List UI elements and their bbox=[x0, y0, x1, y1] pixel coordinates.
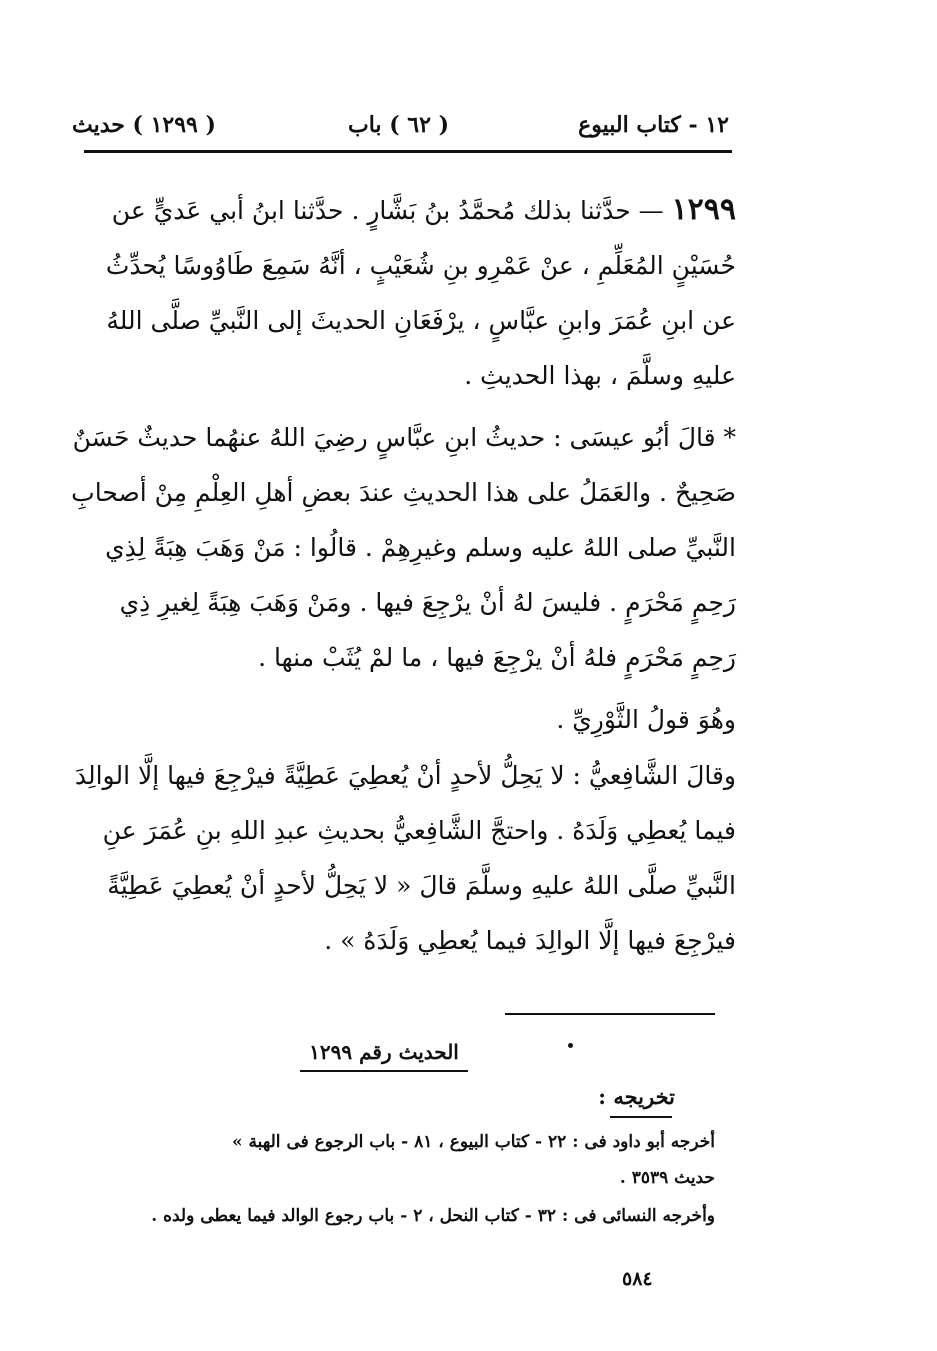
running-header-book: ١٢ - كتاب البيوع bbox=[578, 112, 729, 138]
takhrij-underline bbox=[610, 1116, 672, 1118]
running-header-chapter: ( ٦٢ ) باب bbox=[348, 112, 449, 138]
hadith-text: — حدَّثنا بذلك مُحمَّدُ بنُ بَشَّارٍ . حدَّثنا ابنُ أبي عَديٍّ عن حُسَيْنٍ المُعَلِّمِ ، عنْ عَمْرِو بنِ شُعَيْبٍ ، أنَّهُ سَمِعَ طَاوُوسًا يُحدِّثُ عن ابنِ عُمَرَ وابنِ عبَّاسٍ ، يرْفَعَانِ الحديثَ إلى النَّبيِّ صلَّى اللهُ عليهِ وسلَّمَ ، بهذا الحديثِ . bbox=[105, 196, 736, 390]
thawri-text: وهُوَ قولُ الثَّوْرِيِّ . bbox=[556, 705, 736, 734]
dot-mark bbox=[568, 1043, 573, 1048]
hadith-paragraph bbox=[68, 182, 736, 403]
thawri-paragraph bbox=[68, 692, 736, 747]
header-rule bbox=[84, 150, 732, 153]
notes-title: الحديث رقم ١٢٩٩ bbox=[309, 1040, 459, 1064]
shafii-text: وقالَ الشَّافِعيُّ : لا يَحِلُّ لأحدٍ أنْ يُعطِيَ عَطِيَّةً فيرْجِعَ فيها إلَّا الوالِدَ فيما يُعطِي وَلَدَهُ . واحتجَّ الشَّافِعيُّ بحديثِ عبدِ اللهِ بنِ عُمَرَ عنِ النَّبيِّ صلَّى اللهُ عليهِ وسلَّمَ قالَ « لا يَحِلُّ لأحدٍ أنْ يُعطِيَ عَطِيَّةً فيرْجِعَ فيها إلَّا الوالِدَ فيما يُعطِي وَلَدَهُ » . bbox=[74, 761, 736, 955]
takhrij-heading: تخريجه : bbox=[598, 1084, 675, 1109]
hadith-number: ١٢٩٩ bbox=[671, 192, 736, 227]
footnote-line: حديث ٣٥٣٩ . bbox=[619, 1168, 715, 1188]
footnote-rule bbox=[505, 1013, 715, 1015]
footnote-line: أخرجه أبو داود فى : ٢٢ - كتاب البيوع ، ٨١ - باب الرجوع فى الهبة » bbox=[232, 1132, 715, 1152]
page-number: ٥٨٤ bbox=[622, 1268, 653, 1290]
commentary-paragraph bbox=[68, 410, 736, 685]
footnote-line: وأخرجه النسائى فى : ٣٢ - كتاب النحل ، ٢ - باب رجوع الوالد فيما يعطى ولده . bbox=[151, 1206, 715, 1226]
running-header-hadith: ( ١٢٩٩ ) حديث bbox=[72, 112, 216, 138]
commentary-text: ‏* قالَ أبُو عيسَى : حديثُ ابنِ عبَّاسٍ رضِيَ اللهُ عنهُما حديثٌ حَسَنٌ صَحِيحٌ . والعَمَلُ على هذا الحديثِ عندَ بعضِ أهلِ العِلْمِ مِنْ أصحابِ النَّبيِّ صلى اللهُ عليه وسلم وغيرِهِمْ . قالُوا : مَنْ وَهَبَ هِبَةً لِذِي رَحِمٍ مَحْرَمٍ . فليسَ لهُ أنْ يرْجِعَ فيها . ومَنْ وَهَبَ هِبَةً لِغيرِ ذِي رَحِمٍ مَحْرَمٍ فلهُ أنْ يرْجِعَ فيها ، ما لمْ يُثَبْ منها . bbox=[71, 423, 736, 672]
notes-title-underline bbox=[300, 1070, 468, 1072]
shafii-paragraph bbox=[68, 748, 736, 968]
